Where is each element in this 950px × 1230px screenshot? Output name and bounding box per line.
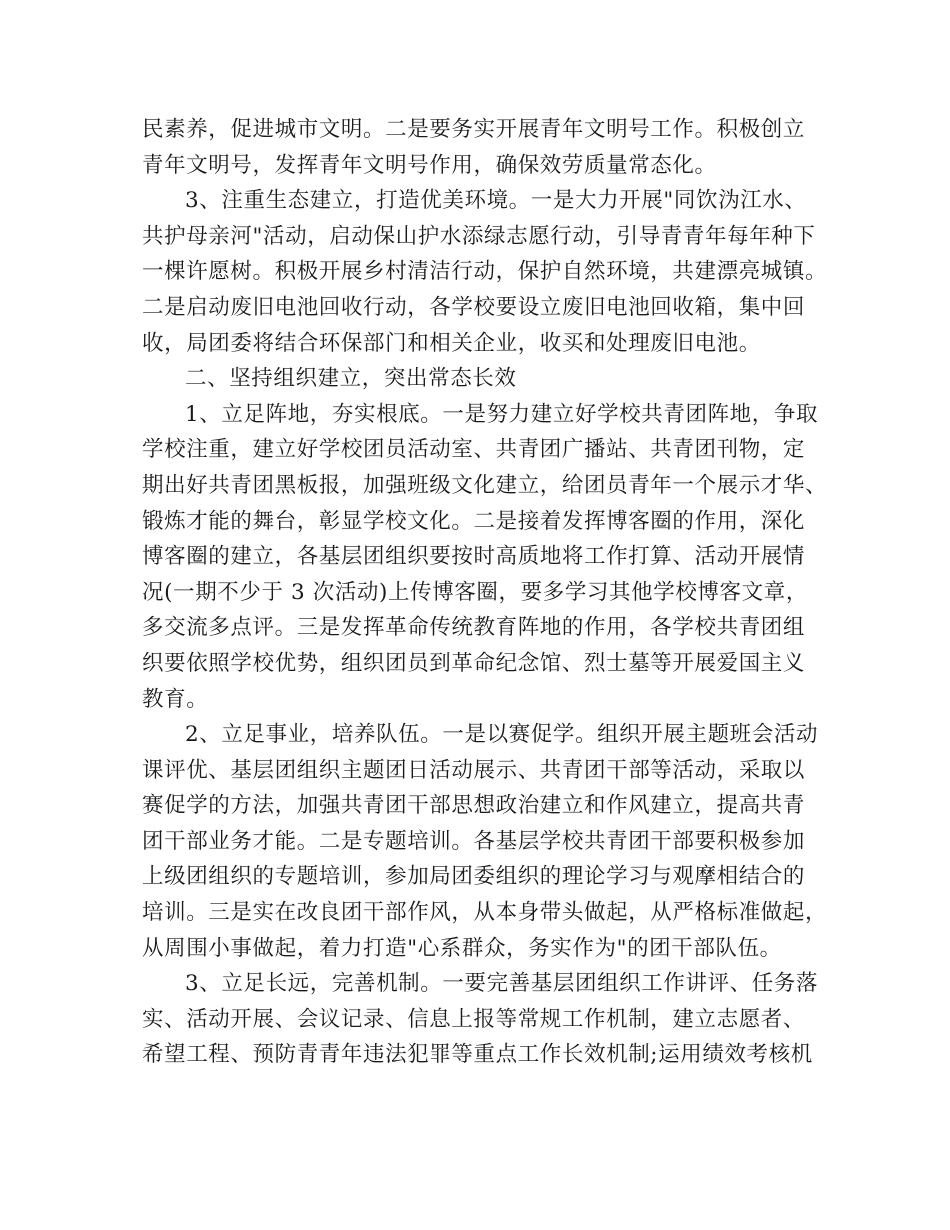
text-line: 民素养，促进城市文明。二是要务实开展青年文明号工作。积极创立 bbox=[142, 117, 806, 142]
paragraph-start-line: 3、立足长远，完善机制。一要完善基层团组织工作讲评、任务落 bbox=[185, 971, 819, 997]
section-heading: 二、坚持组织建立，突出常态长效 bbox=[185, 366, 517, 392]
document-body bbox=[142, 112, 832, 1073]
paragraph-start-line: 2、立足事业，培养队伍。一是以赛促学。组织开展主题班会活动 bbox=[185, 722, 819, 748]
text-line: 青年文明号，发挥青年文明号作用，确保效劳质量常态化。 bbox=[142, 152, 717, 178]
text-line: 培训。三是实在改良团干部作风，从本身带头做起，从严格标准做起， bbox=[142, 900, 828, 926]
text-line: 团干部业务才能。二是专题培训。各基层学校共青团干部要积极参加 bbox=[142, 828, 806, 854]
text-line: 况(一期不少于 3 次活动)上传博客圈，要多学习其他学校博客文章， bbox=[142, 579, 808, 605]
text-line: 织要依照学校优势，组织团员到革命纪念馆、烈士墓等开展爱国主义 bbox=[142, 650, 806, 676]
text-line: 博客圈的建立，各基层团组织要按时高质地将工作打算、活动开展情 bbox=[142, 544, 806, 570]
text-line: 学校注重，建立好学校团员活动室、共青团广播站、共青团刊物，定 bbox=[142, 437, 806, 463]
text-line: 一棵许愿树。积极开展乡村清洁行动，保护自然环境，共建漂亮城镇。 bbox=[142, 259, 828, 285]
text-line: 多交流多点评。三是发挥革命传统教育阵地的作用，各学校共青团组 bbox=[142, 615, 806, 641]
text-line: 收，局团委将结合环保部门和相关企业，收买和处理废旧电池。 bbox=[142, 330, 761, 356]
text-line: 课评优、基层团组织主题团日活动展示、共青团干部等活动，采取以 bbox=[142, 757, 806, 783]
text-line: 教育。 bbox=[142, 686, 209, 712]
text-line: 实、活动开展、会议记录、信息上报等常规工作机制，建立志愿者、 bbox=[142, 1006, 806, 1032]
text-line: 二是启动废旧电池回收行动，各学校要设立废旧电池回收箱，集中回 bbox=[142, 294, 806, 320]
text-line: 赛促学的方法，加强共青团干部思想政治建立和作风建立，提高共青 bbox=[142, 793, 806, 819]
text-line: 锻炼才能的舞台，彰显学校文化。二是接着发挥博客圈的作用，深化 bbox=[142, 508, 806, 534]
text-line: 从周围小事做起，着力打造"心系群众，务实作为"的团干部队伍。 bbox=[142, 935, 782, 961]
text-line: 希望工程、预防青青年违法犯罪等重点工作长效机制;运用绩效考核机 bbox=[142, 1042, 813, 1068]
text-line: 共护母亲河"活动，启动保山护水添绿志愿行动，引导青青年每年种下 bbox=[142, 223, 816, 249]
paragraph-start-line: 3、注重生态建立，打造优美环境。一是大力开展"同饮沩江水、 bbox=[185, 188, 807, 214]
text-line: 上级团组织的专题培训，参加局团委组织的理论学习与观摩相结合的 bbox=[142, 864, 806, 890]
text-line: 期出好共青团黑板报，加强班级文化建立，给团员青年一个展示才华、 bbox=[142, 472, 828, 498]
paragraph-start-line: 1、立足阵地，夯实根底。一是努力建立好学校共青团阵地，争取 bbox=[185, 401, 819, 427]
